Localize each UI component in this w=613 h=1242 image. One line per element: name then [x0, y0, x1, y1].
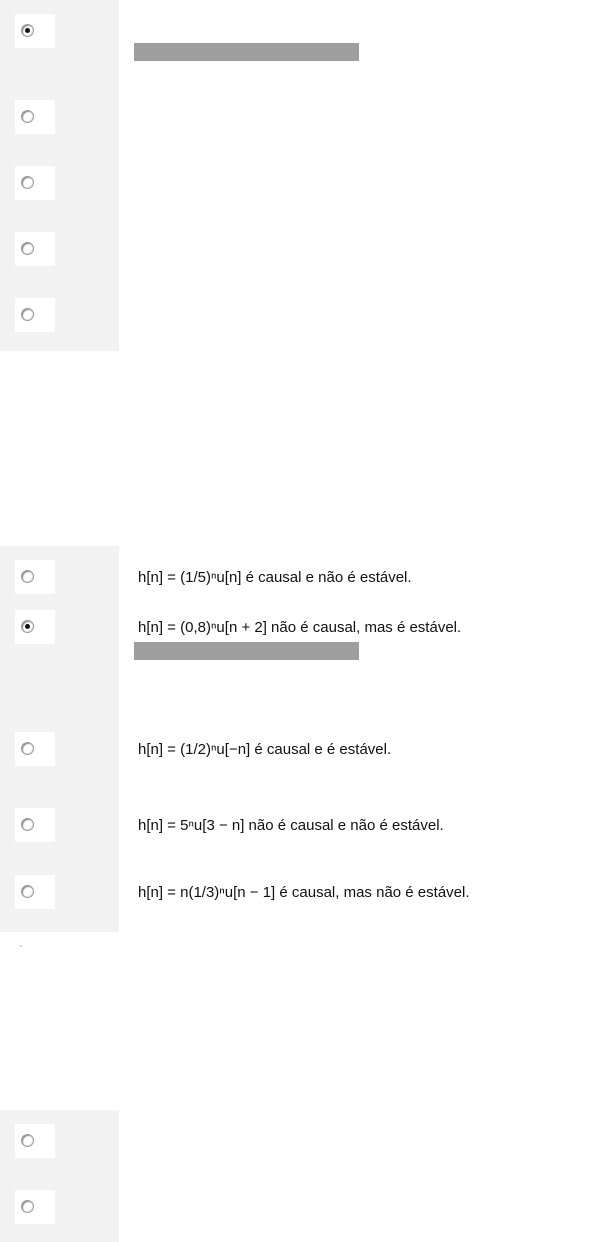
radio-cell	[15, 1124, 55, 1158]
radio-icon[interactable]	[21, 570, 34, 583]
option-text: h[n] = 5ⁿu[3 − n] não é causal e não é estável.	[138, 817, 444, 834]
radio-icon[interactable]	[21, 110, 34, 123]
radio-cell	[15, 732, 55, 766]
question-2-option-a[interactable]	[0, 560, 613, 596]
radio-icon[interactable]	[21, 1134, 34, 1147]
feedback-bar	[134, 642, 359, 660]
stray-dot	[20, 945, 22, 947]
radio-icon[interactable]	[21, 308, 34, 321]
radio-selected-icon[interactable]	[21, 24, 34, 37]
option-text: h[n] = (0,8)ⁿu[n + 2] não é causal, mas é estável.	[138, 619, 462, 636]
radio-icon[interactable]	[21, 176, 34, 189]
question-2-option-c[interactable]	[0, 732, 613, 768]
radio-cell	[15, 166, 55, 200]
radio-icon[interactable]	[21, 742, 34, 755]
radio-selected-icon[interactable]	[21, 620, 34, 633]
question-2-options	[0, 546, 613, 932]
radio-cell	[15, 560, 55, 594]
radio-cell	[15, 100, 55, 134]
radio-cell	[15, 1190, 55, 1224]
radio-icon[interactable]	[21, 885, 34, 898]
radio-cell	[15, 875, 55, 909]
radio-cell	[15, 808, 55, 842]
option-text: h[n] = (1/2)ⁿu[−n] é causal e é estável.	[138, 741, 392, 758]
radio-icon[interactable]	[21, 818, 34, 831]
question-1-option-b[interactable]	[0, 100, 613, 136]
question-2-option-e[interactable]	[0, 875, 613, 911]
radio-icon[interactable]	[21, 242, 34, 255]
feedback-bar	[134, 43, 359, 61]
question-1-option-d[interactable]	[0, 232, 613, 268]
question-3-option-b[interactable]	[0, 1190, 613, 1226]
radio-icon[interactable]	[21, 1200, 34, 1213]
question-1-option-e[interactable]	[0, 298, 613, 334]
question-3-option-a[interactable]	[0, 1124, 613, 1160]
option-text: h[n] = (1/5)ⁿu[n] é causal e não é estável.	[138, 569, 412, 586]
question-1-options	[0, 0, 613, 351]
radio-cell	[15, 232, 55, 266]
option-text: h[n] = n(1/3)ⁿu[n − 1] é causal, mas não é estável.	[138, 884, 470, 901]
question-3-options	[0, 1110, 613, 1242]
question-2-option-d[interactable]	[0, 808, 613, 844]
radio-cell	[15, 298, 55, 332]
question-2-option-b[interactable]	[0, 610, 613, 646]
question-1-option-c[interactable]	[0, 166, 613, 202]
radio-cell	[15, 610, 55, 644]
radio-cell	[15, 14, 55, 48]
